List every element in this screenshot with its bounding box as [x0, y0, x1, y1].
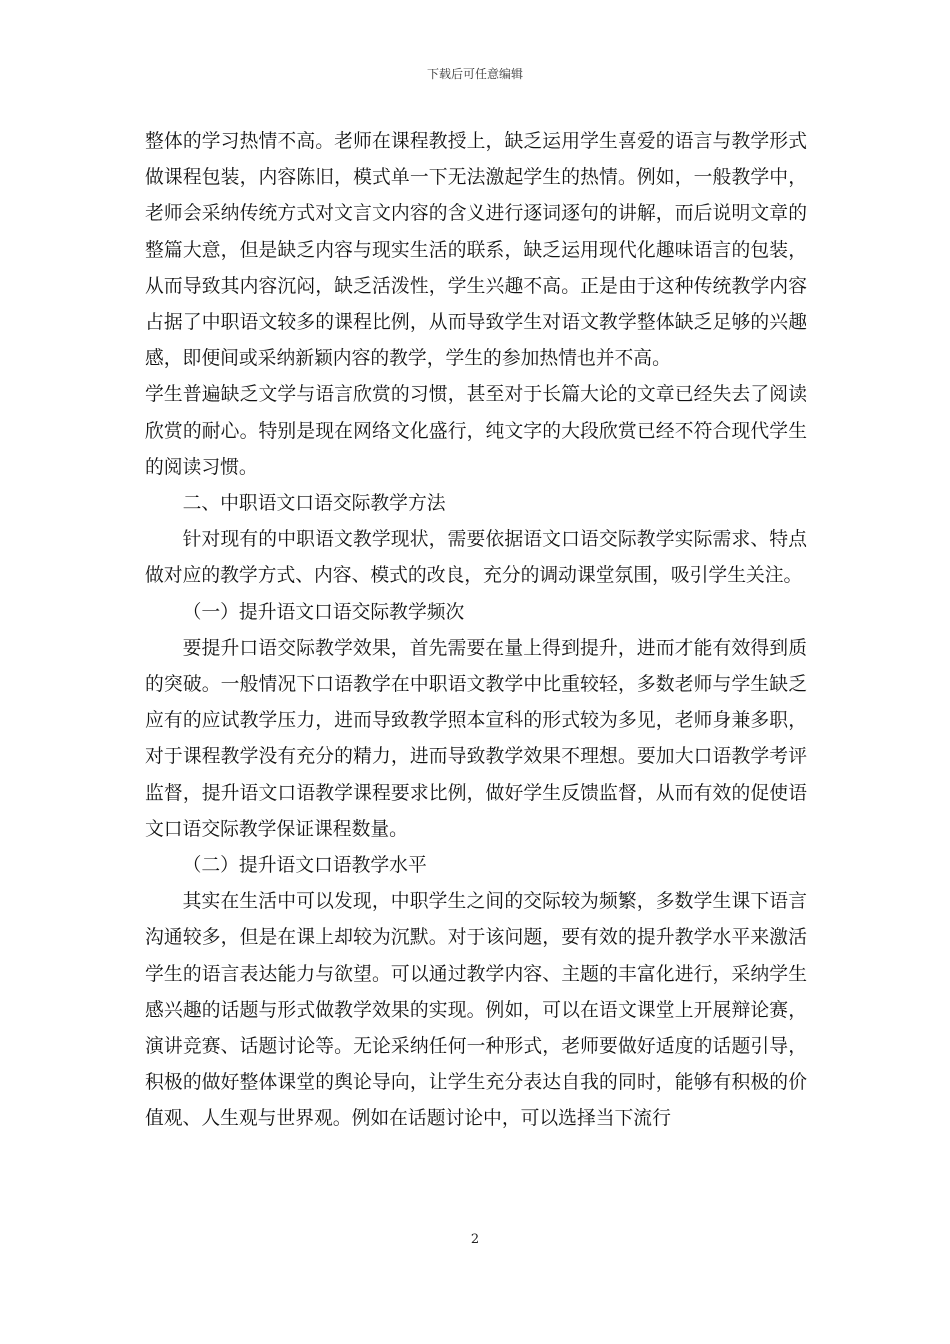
paragraph-level: 其实在生活中可以发现，中职学生之间的交际较为频繁，多数学生课下语言沟通较多，但是在课上却较为沉默。对于该问题，要有效的提升教学水平来激活学生的语言表达能力与欲望。可以通过教学内容、主题的丰富化进行，采纳学生感兴趣的话题与形式做教学效果的实现。例如，可以在语文课堂上开展辩论赛，演讲竞赛、话题讨论等。无论采纳任何一种形式，老师要做好适度的话题引导，积极的做好整体课堂的舆论导向，让学生充分表达自我的同时，能够有积极的价值观、人生观与世界观。例如在话题讨论中，可以选择当下流行 — [145, 891, 807, 1130]
subsection-heading-level: （二）提升语文口语教学水平 — [182, 855, 427, 877]
paragraph-continued: 整体的学习热情不高。老师在课程教授上，缺乏运用学生喜爱的语言与教学形式做课程包装，内容陈旧，模式单一下无法激起学生的热情。例如，一般教学中，老师会采纳传统方式对文言文内容的含义进行逐词逐句的讲解，而后说明文章的整篇大意，但是缺乏内容与现实生活的联系，缺乏运用现代化趣味语言的包装，从而导致其内容沉闷，缺乏活泼性，学生兴趣不高。正是由于这种传统教学内容占据了中职语文较多的课程比例，从而导致学生对语文教学整体缺乏足够的兴趣感，即便间或采纳新颖内容的教学，学生的参加热情也并不高。 — [145, 131, 807, 370]
page-header: 下载后可任意编辑 — [426, 67, 523, 81]
paragraph-reading-habits: 学生普遍缺乏文学与语言欣赏的习惯，甚至对于长篇大论的文章已经失去了阅读欣赏的耐心。特别是现在网络文化盛行，纯文字的大段欣赏已经不符合现代学生的阅读习惯。 — [145, 384, 807, 478]
document-body — [145, 124, 807, 1138]
paragraph-methods-intro: 针对现有的中职语文教学现状，需要依据语文口语交际教学实际需求、特点做对应的教学方式、内容、模式的改良，充分的调动课堂氛围，吸引学生关注。 — [145, 529, 807, 587]
paragraph-frequency: 要提升口语交际教学效果，首先需要在量上得到提升，进而才能有效得到质的突破。一般情况下口语教学在中职语文教学中比重较轻，多数老师与学生缺乏应有的应试教学压力，进而导致教学照本宣科的形式较为多见，老师身兼多职，对于课程教学没有充分的精力，进而导致教学效果不理想。要加大口语教学考评监督，提升语文口语教学课程要求比例，做好学生反馈监督，从而有效的促使语文口语交际教学保证课程数量。 — [145, 637, 807, 840]
subsection-heading-frequency: （一）提升语文口语交际教学频次 — [182, 601, 465, 623]
section-heading-methods: 二、中职语文口语交际教学方法 — [182, 493, 446, 515]
page-number: 2 — [470, 1232, 480, 1247]
